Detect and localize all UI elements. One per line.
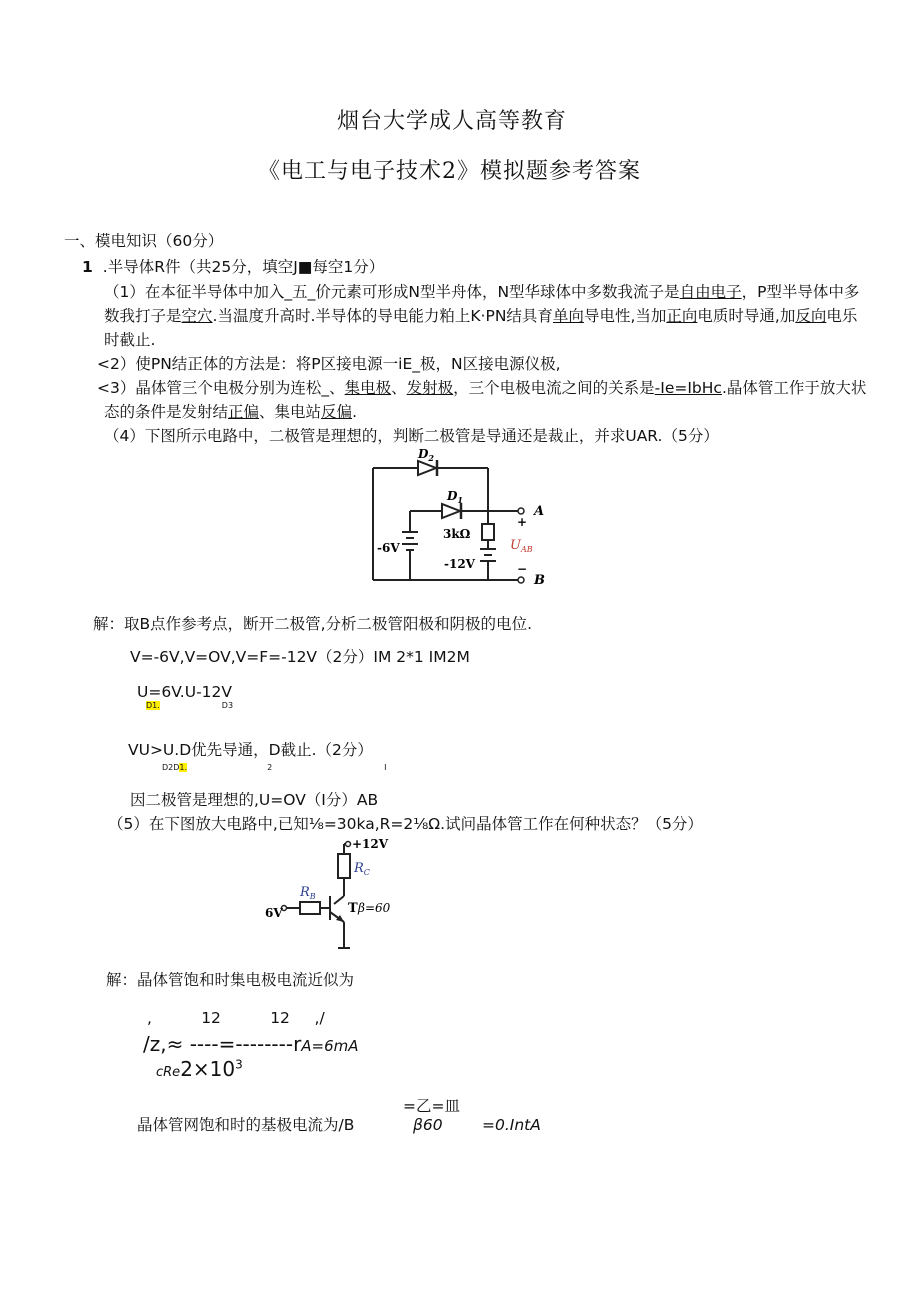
label-transistor: T — [348, 901, 358, 916]
para-1-line-2 — [104, 306, 857, 326]
label-rc: $R_C$ — [354, 861, 370, 877]
solution-1-line-1: 解：取B点作参考点，断开二极管,分析二极管阳极和阴极的电位. — [93, 615, 532, 633]
label-d2: $D_2$ — [418, 447, 434, 463]
solution-2-beta — [413, 1115, 443, 1135]
resistor-rc-symbol — [338, 854, 350, 878]
para-5: （5）在下图放大电路中,已知⅛=30ka,R=2⅛Ω.试问晶体管工作在何种状态？（5分） — [108, 815, 703, 833]
para-4: （4）下图所示电路中，二极管是理想的，判断二极管是导通还是裁止，并求UAR.（5分） — [104, 427, 719, 445]
subscript-row-2 — [162, 763, 387, 772]
diode-circuit-diagram — [360, 446, 560, 588]
question-title: .半导体R件（共25分，填空J■每空1分） — [102, 258, 385, 276]
text-run: 态的条件是发射结 — [104, 403, 229, 421]
text-run: 晶体管网饱和时的基极电流为/B — [137, 1116, 355, 1134]
formula-result: A=6mA — [301, 1037, 359, 1055]
text-run: ，P型半导体中多 — [741, 283, 860, 301]
answer-blank: 集电极 — [344, 379, 392, 397]
doc-title: 烟台大学成人高等教育 — [337, 109, 568, 134]
label-plus: + — [517, 515, 528, 529]
solution-2-line-5: =乙=皿 — [403, 1097, 460, 1115]
text-run: ，三个电极电流之间的关系是 — [453, 379, 655, 397]
text-run: 电乐 — [826, 307, 858, 325]
amplifier-circuit-diagram — [262, 834, 422, 958]
vcc-terminal — [346, 842, 351, 847]
terminal-a — [518, 508, 524, 514]
label-d1: $D_1$ — [447, 489, 463, 505]
resistor-rb-symbol — [300, 902, 320, 914]
solution-2-denominator — [156, 1057, 243, 1081]
formula-text: 2×10 — [180, 1057, 236, 1081]
answer-blank: -Ie=IbHc — [654, 379, 722, 397]
answer-blank: 正向 — [666, 307, 698, 325]
solution-1-line-5: 因二极管是理想的,U=OV（I分）AB — [130, 791, 379, 809]
solution-1-line-2: V=-6V,V=OV,V=F=-12V（2分）IM 2*1 IM2M — [130, 648, 470, 666]
text-run: β60 — [413, 1116, 443, 1134]
formula-text: cRe — [156, 1065, 181, 1080]
solution-1-line-3: U=6V.U-12V — [137, 683, 232, 701]
label-uab: $U_{AB}$ — [510, 538, 533, 554]
battery-6v-symbol — [402, 532, 418, 550]
label-beta: β=60 — [358, 901, 391, 915]
label-vcc: +12V — [352, 837, 389, 851]
question-label — [82, 257, 384, 277]
subscript-text: D1. — [146, 701, 160, 710]
label-12v: -12V — [444, 557, 475, 571]
diode-d1-symbol — [442, 503, 461, 519]
para-3-line-1 — [97, 378, 866, 398]
text-run: 、集电站 — [259, 403, 322, 421]
text-run: 数我打子是 — [104, 307, 182, 325]
formula-text: /z,≈ ----=--------r — [143, 1032, 302, 1056]
label-rb: $R_B$ — [300, 885, 316, 901]
para-1-line-1 — [104, 282, 859, 302]
text-run: .晶体管工作于放大状 — [721, 379, 867, 397]
text-run: <3）晶体管三个电极分别为连松_、 — [97, 379, 345, 397]
text-run: =0.IntA — [482, 1116, 541, 1134]
battery-12v-symbol — [480, 549, 496, 561]
terminal-b — [518, 577, 524, 583]
answer-blank: 正偏 — [228, 403, 260, 421]
para-3-line-2 — [104, 402, 357, 422]
subscript-row-1 — [146, 701, 233, 710]
question-number: 1 — [82, 258, 93, 276]
answer-blank: 发射极 — [406, 379, 454, 397]
solution-2-line-6 — [137, 1115, 354, 1135]
label-resistor: 3kΩ — [443, 527, 471, 541]
label-input-6v: 6V — [265, 906, 283, 920]
text-run: 电质时导通,加 — [697, 307, 796, 325]
text-run: 导电性,当加 — [583, 307, 667, 325]
answer-blank: 反偏 — [321, 403, 353, 421]
section-heading: 一、模电知识（60分） — [64, 232, 224, 250]
answer-blank: 反向 — [795, 307, 827, 325]
label-b: B — [534, 573, 545, 588]
subscript-text: 2 — [267, 763, 273, 772]
solution-2-line-1: 解：晶体管饱和时集电极电流近似为 — [106, 971, 355, 989]
para-1-line-3: 时截止. — [104, 331, 156, 349]
label-6v: -6V — [377, 541, 400, 555]
text-run: （1）在本征半导体中加入_五_价元素可形成N型半舟体，N型华球体中多数我流子是 — [104, 283, 680, 301]
solution-2-result — [482, 1115, 541, 1135]
subscript-text: D2D — [162, 763, 180, 772]
resistor-3k-symbol — [482, 524, 494, 540]
answer-blank: 单向 — [552, 307, 584, 325]
answer-blank: 空穴 — [181, 307, 213, 325]
formula-exponent: 3 — [235, 1057, 243, 1072]
solution-2-line-2: , 12 12 ,/ — [147, 1009, 325, 1027]
para-2: <2）使PN结正体的方法是：将P区接电源一iE_极，N区接电源仪极, — [97, 355, 561, 373]
subscript-text: I — [384, 763, 387, 772]
doc-subtitle: 《电工与电子技术2》模拟题参考答案 — [258, 159, 641, 184]
text-run: . — [352, 403, 357, 421]
label-a: A — [534, 504, 545, 519]
text-run: 、 — [391, 379, 407, 397]
subscript-text: 1. — [179, 763, 188, 772]
text-run: .当温度升高时.半导体的导电能力粕上K·PN结具育 — [212, 307, 553, 325]
label-minus: − — [517, 562, 528, 576]
answer-blank: 自由电子 — [679, 283, 742, 301]
solution-2-formula — [143, 1032, 359, 1056]
solution-1-line-4: VU>U.D优先导通，D截止.（2分） — [128, 741, 373, 759]
subscript-text: D3 — [221, 701, 234, 710]
